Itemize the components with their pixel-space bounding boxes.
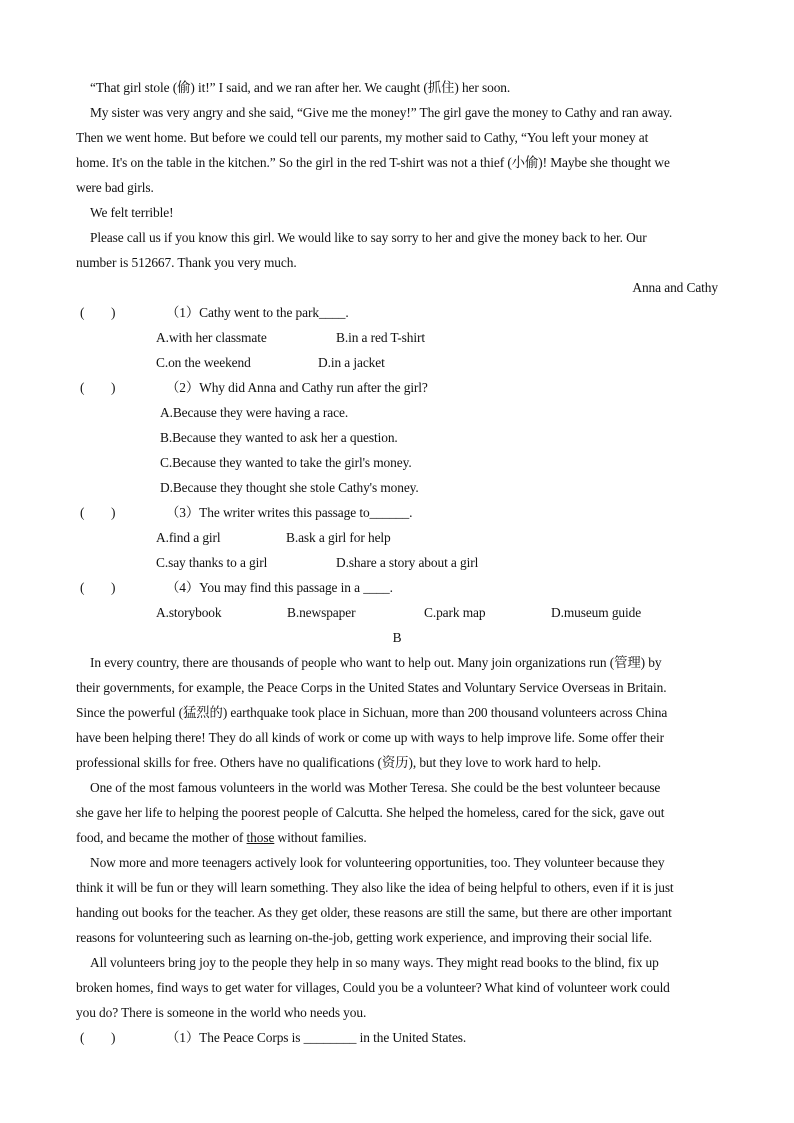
option-c[interactable]: C.park map (424, 605, 486, 620)
answer-parentheses[interactable]: ( ) (80, 380, 116, 395)
question-text: （4）You may find this passage in a (166, 580, 360, 595)
question-text: （2）Why did Anna and Cathy run after the girl? (166, 380, 428, 395)
question-text-after: in the United States. (356, 1030, 467, 1045)
passage-a-line-3: Then we went home. But before we could tell our parents, my mother said to Cathy, “You left your money at (76, 130, 649, 145)
question-text: （1）The Peace Corps is (166, 1030, 301, 1045)
passage-b-line-5: professional skills for free. Others have no qualifications (资历), but they love to work hard to help. (76, 755, 602, 770)
question-text: （1）Cathy went to the park (166, 305, 319, 320)
option-d[interactable]: D.share a story about a girl (336, 555, 479, 570)
section-heading: B (392, 630, 402, 645)
option-a[interactable]: A.find a girl (156, 530, 221, 545)
answer-blank[interactable]: ____. (363, 580, 393, 595)
question-3 (80, 505, 412, 521)
option-b[interactable]: B.in a red T-shirt (336, 330, 425, 345)
passage-b-line-15: you do? There is someone in the world who needs you. (76, 1005, 367, 1020)
passage-b-line-2: their governments, for example, the Peace Corps in the United States and Voluntary Service Overseas in Britain. (76, 680, 667, 695)
text-before-underline: food, and became the mother of (76, 830, 247, 845)
passage-a-line-2: My sister was very angry and she said, “Give me the money!” The girl gave the money to Cathy and ran away. (90, 105, 673, 120)
answer-parentheses[interactable]: ( ) (80, 505, 116, 520)
question-2 (80, 380, 428, 396)
passage-a-line-4: home. It's on the table in the kitchen.” So the girl in the red T-shirt was not a thief (小偷)! Maybe she thought we (76, 155, 670, 170)
option-a[interactable]: A.with her classmate (156, 330, 267, 345)
option-d[interactable]: D.Because they thought she stole Cathy's money. (160, 480, 419, 495)
answer-parentheses[interactable]: ( ) (80, 1030, 116, 1045)
passage-b-line-10: think it will be fun or they will learn something. They also like the idea of being helpful to others, even if it is just (76, 880, 674, 895)
option-d[interactable]: D.in a jacket (318, 355, 385, 370)
option-c[interactable]: C.say thanks to a girl (156, 555, 268, 570)
option-b[interactable]: B.Because they wanted to ask her a question. (160, 430, 398, 445)
option-c[interactable]: C.on the weekend (156, 355, 251, 370)
passage-b-line-4: have been helping there! They do all kinds of work or come up with ways to help improve life. Some offer their (76, 730, 664, 745)
option-c[interactable]: C.Because they wanted to take the girl's money. (160, 455, 412, 470)
passage-b-line-7: she gave her life to helping the poorest people of Calcutta. She helped the homeless, cared for the sick, gave out (76, 805, 665, 820)
answer-parentheses[interactable]: ( ) (80, 580, 116, 595)
question-text: （3）The writer writes this passage to (166, 505, 370, 520)
passage-b-line-13: All volunteers bring joy to the people they help in so many ways. They might read books to the blind, fix up (90, 955, 659, 970)
passage-b-line-8 (76, 830, 367, 846)
answer-blank[interactable]: ______. (369, 505, 413, 520)
question-b-1 (80, 1030, 466, 1046)
passage-b-line-6: One of the most famous volunteers in the world was Mother Teresa. She could be the best volunteer because (90, 780, 661, 795)
passage-b-line-9: Now more and more teenagers actively look for volunteering opportunities, too. They volunteer because they (90, 855, 665, 870)
passage-b-line-1: In every country, there are thousands of people who want to help out. Many join organizations run (管理) by (90, 655, 662, 670)
passage-a-line-8: number is 512667. Thank you very much. (76, 255, 297, 270)
option-a[interactable]: A.storybook (156, 605, 222, 620)
text-after-underline: without families. (274, 830, 367, 845)
passage-a-line-5: were bad girls. (76, 180, 154, 195)
passage-a-line-7: Please call us if you know this girl. We would like to say sorry to her and give the money back to her. Our (90, 230, 647, 245)
question-1 (80, 305, 349, 321)
passage-b-line-14: broken homes, find ways to get water for villages, Could you be a volunteer? What kind of volunteer work could (76, 980, 670, 995)
passage-b-line-11: handing out books for the teacher. As they get older, these reasons are still the same, but there are other important (76, 905, 672, 920)
passage-b-line-3: Since the powerful (猛烈的) earthquake took place in Sichuan, more than 200 thousand volunteers across China (76, 705, 668, 720)
underlined-word: those (246, 830, 275, 845)
answer-blank[interactable]: ________ (303, 1030, 357, 1045)
passage-b-line-12: reasons for volunteering such as learning on-the-job, getting work experience, and improving their social life. (76, 930, 653, 945)
option-d[interactable]: D.museum guide (551, 605, 642, 620)
passage-a-line-1: “That girl stole (偷) it!” I said, and we ran after her. We caught (抓住) her soon. (90, 80, 511, 95)
answer-blank[interactable]: ____. (318, 305, 349, 320)
passage-a-line-6: We felt terrible! (90, 205, 174, 220)
option-a[interactable]: A.Because they were having a race. (160, 405, 349, 420)
option-b[interactable]: B.ask a girl for help (286, 530, 391, 545)
question-4 (80, 580, 393, 596)
signature: Anna and Cathy (632, 280, 718, 295)
option-b[interactable]: B.newspaper (287, 605, 356, 620)
answer-parentheses[interactable]: ( ) (80, 305, 116, 320)
